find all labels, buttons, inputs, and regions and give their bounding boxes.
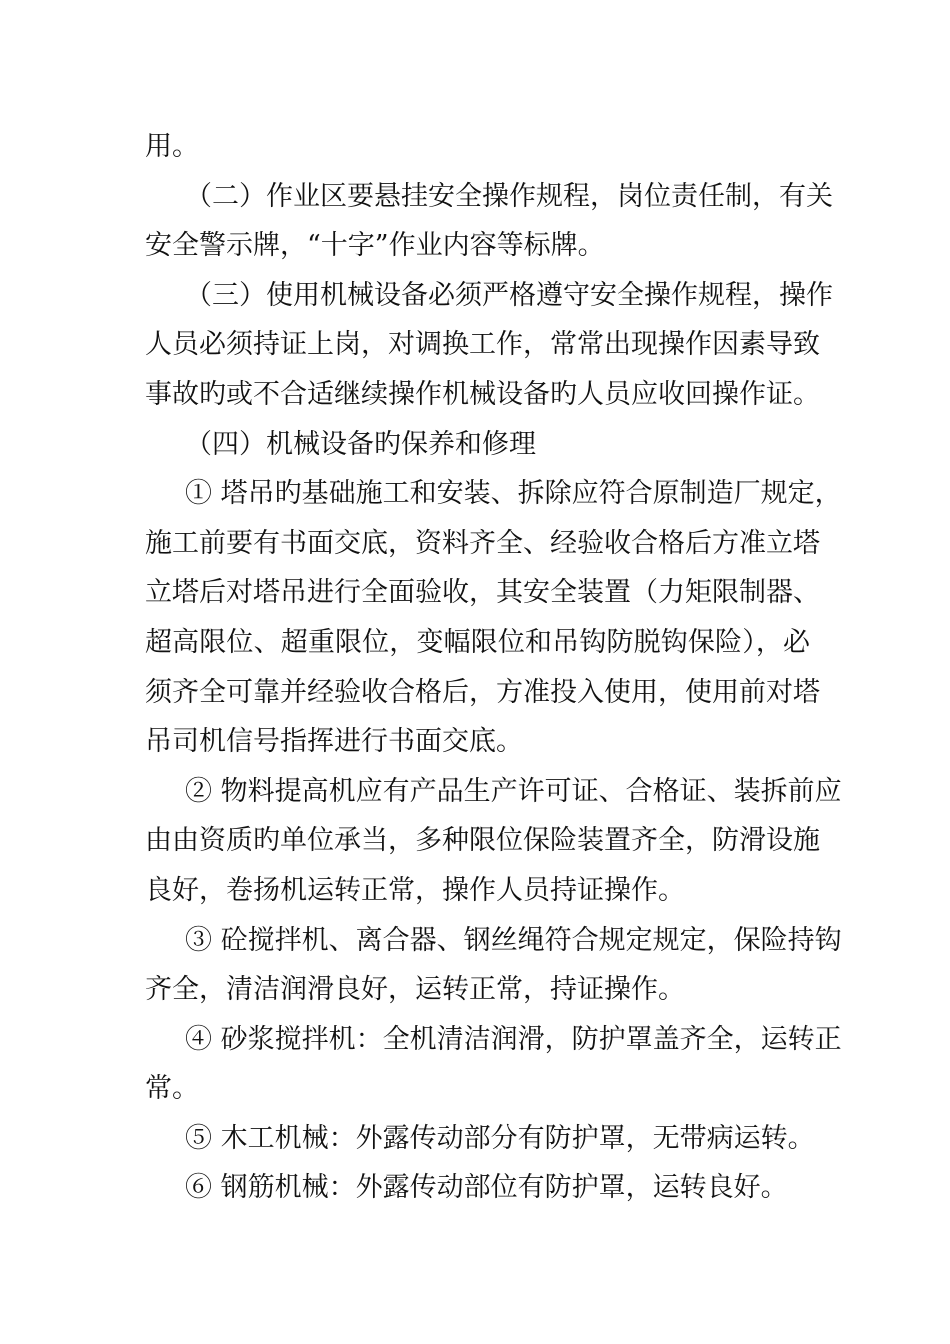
text-line-section-3-start: （三）使用机械设备必须严格遵守安全操作规程，操作 <box>185 279 833 311</box>
text-line-item-3-end: 齐全，清洁润滑良好，运转正常，持证操作。 <box>145 974 685 1006</box>
text-line-item-1: 须齐全可靠并经验收合格后，方准投入使用，使用前对塔 <box>145 676 820 708</box>
text-line-continuation: 用。 <box>145 131 199 162</box>
text-line-item-6: ⑥ 钢筋机械：外露传动部位有防护罩，运转良好。 <box>185 1172 788 1204</box>
text-line-item-1-end: 吊司机信号指挥进行书面交底。 <box>145 726 523 758</box>
text-line-item-1: 超高限位、超重限位，变幅限位和吊钩防脱钩保险），必 <box>145 626 810 658</box>
text-line-item-5: ⑤ 木工机械：外露传动部分有防护罩，无带病运转。 <box>185 1122 815 1154</box>
text-line-section-4-heading: （四）机械设备旳保养和修理 <box>185 428 536 460</box>
text-line-item-4-start: ④ 砂浆搅拌机：全机清洁润滑，防护罩盖齐全，运转正 <box>185 1023 842 1055</box>
text-line-section-2-end: 安全警示牌，“十字”作业内容等标牌。 <box>145 230 605 262</box>
text-line-section-3-end: 事故旳或不合适继续操作机械设备旳人员应收回操作证。 <box>145 378 820 410</box>
text-line-item-4-end: 常。 <box>145 1073 199 1105</box>
text-line-item-1: 立塔后对塔吊进行全面验收，其安全装置（力矩限制器、 <box>145 577 820 609</box>
text-line-item-2-start: ② 物料提高机应有产品生产许可证、合格证、装拆前应 <box>185 775 842 807</box>
text-line-section-3-middle: 人员必须持证上岗，对调换工作，常常出现操作因素导致 <box>145 329 820 361</box>
text-line-item-2: 由由资质旳单位承当，多种限位保险装置齐全，防滑设施 <box>145 825 820 857</box>
text-line-item-1-start: ① 塔吊旳基础施工和安装、拆除应符合原制造厂规定， <box>185 478 842 510</box>
text-line-item-3-start: ③ 砼搅拌机、离合器、钢丝绳符合规定规定，保险持钩 <box>185 924 842 956</box>
text-line-section-2-start: （二）作业区要悬挂安全操作规程，岗位责任制，有关 <box>185 180 833 212</box>
text-line-item-2-end: 良好，卷扬机运转正常，操作人员持证操作。 <box>145 874 685 906</box>
text-line-item-1: 施工前要有书面交底，资料齐全、经验收合格后方准立塔 <box>145 527 820 559</box>
document-body <box>145 122 842 1213</box>
